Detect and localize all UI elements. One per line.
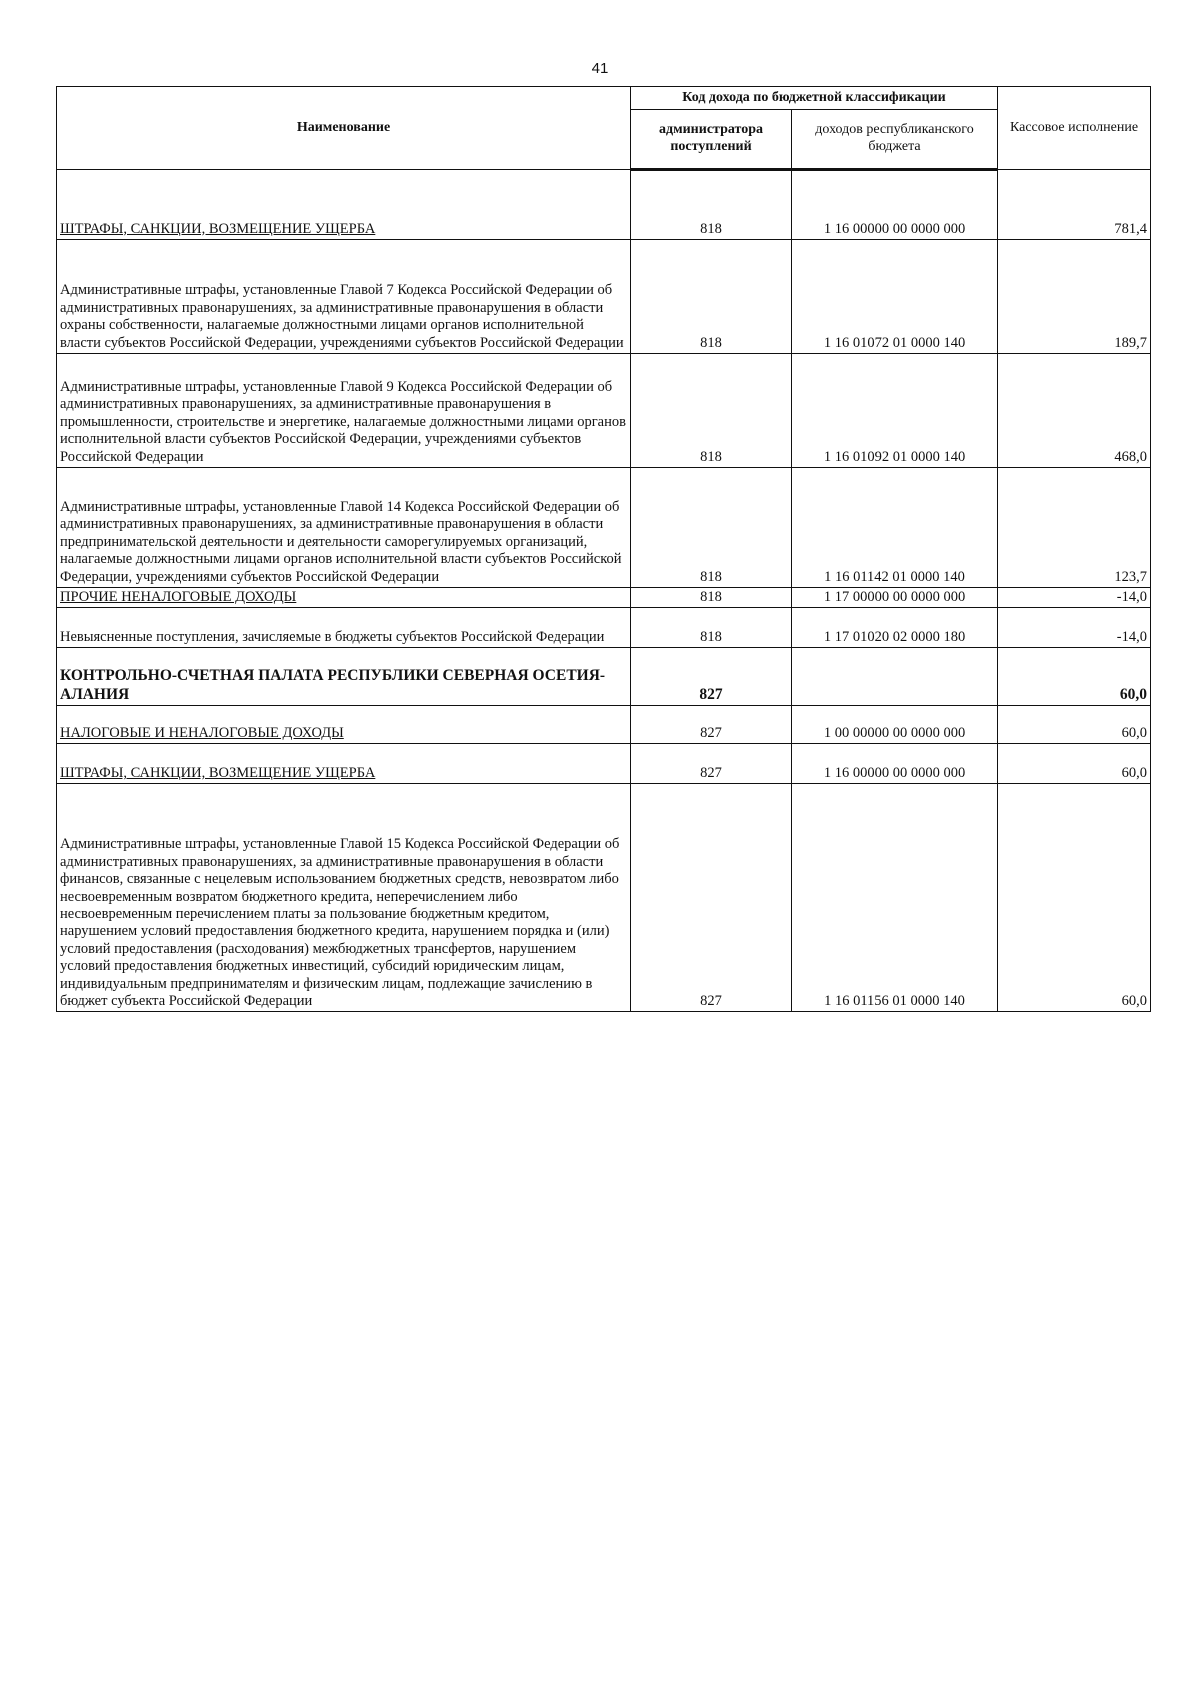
row-amount: 60,0 (998, 784, 1151, 1012)
row-amount: 781,4 (998, 170, 1151, 240)
row-name: НАЛОГОВЫЕ И НЕНАЛОГОВЫЕ ДОХОДЫ (57, 706, 631, 744)
row-amount: 189,7 (998, 240, 1151, 354)
table-row (57, 354, 1151, 468)
table-row (57, 784, 1151, 1012)
row-admin-code: 827 (631, 744, 792, 784)
budget-revenue-table (56, 86, 1151, 1012)
table-row (57, 240, 1151, 354)
row-budget-code: 1 17 00000 00 0000 000 (792, 588, 998, 608)
row-name: Административные штрафы, установленные Главой 14 Кодекса Российской Федерации об административных правонарушениях, за административные правонарушения в области предпринимательской деятельности и деятельности саморегулируемых организаций, налагаемые должностными лицами органов исполнительной власти субъектов Российской Федерации, учреждениями субъектов Российской Федерации (57, 468, 631, 588)
row-admin-code: 827 (631, 648, 792, 706)
row-amount: 123,7 (998, 468, 1151, 588)
table-row (57, 706, 1151, 744)
row-name: ПРОЧИЕ НЕНАЛОГОВЫЕ ДОХОДЫ (57, 588, 631, 608)
row-admin-code: 818 (631, 354, 792, 468)
row-amount: 60,0 (998, 648, 1151, 706)
row-name: ШТРАФЫ, САНКЦИИ, ВОЗМЕЩЕНИЕ УЩЕРБА (57, 170, 631, 240)
row-admin-code: 818 (631, 240, 792, 354)
row-admin-code: 827 (631, 784, 792, 1012)
table-row (57, 608, 1151, 648)
header-code-group: Код дохода по бюджетной классификации (631, 87, 998, 110)
header-cash-execution: Кассовое исполнение (998, 87, 1151, 170)
row-budget-code: 1 17 01020 02 0000 180 (792, 608, 998, 648)
row-budget-code: 1 00 00000 00 0000 000 (792, 706, 998, 744)
row-name: Административные штрафы, установленные Главой 15 Кодекса Российской Федерации об административных правонарушениях, за административные правонарушения в области финансов, связанные с нецелевым использованием бюджетных средств, невозвратом либо несвоевременным возвратом бюджетного кредита, неперечислением либо несвоевременным перечислением платы за пользование бюджетным кредитом, нарушением условий предоставления бюджетного кредита, нарушением порядка и (или) условий предоставления (расходования) межбюджетных трансфертов, нарушением условий предоставления бюджетных инвестиций, субсидий юридическим лицам, индивидуальным предпринимателям и физическим лицам, подлежащие зачислению в бюджет субъекта Российской Федерации (57, 784, 631, 1012)
row-budget-code: 1 16 01156 01 0000 140 (792, 784, 998, 1012)
row-name: ШТРАФЫ, САНКЦИИ, ВОЗМЕЩЕНИЕ УЩЕРБА (57, 744, 631, 784)
row-budget-code: 1 16 00000 00 0000 000 (792, 170, 998, 240)
header-income: доходов республиканского бюджета (792, 110, 998, 170)
row-name: Административные штрафы, установленные Главой 7 Кодекса Российской Федерации об административных правонарушениях, за административные правонарушения в области охраны собственности, налагаемые должностными лицами органов исполнительной власти субъектов Российской Федерации, учреждениями субъектов Российской Федерации (57, 240, 631, 354)
row-admin-code: 818 (631, 468, 792, 588)
row-admin-code: 818 (631, 170, 792, 240)
row-budget-code: 1 16 01072 01 0000 140 (792, 240, 998, 354)
table-row (57, 170, 1151, 240)
row-amount: 468,0 (998, 354, 1151, 468)
row-name: Невыясненные поступления, зачисляемые в бюджеты субъектов Российской Федерации (57, 608, 631, 648)
row-admin-code: 818 (631, 608, 792, 648)
row-name: Административные штрафы, установленные Главой 9 Кодекса Российской Федерации об административных правонарушениях, за административные правонарушения в промышленности, строительстве и энергетике, налагаемые должностными лицами органов исполнительной власти субъектов Российской Федерации, учреждениями субъектов Российской Федерации (57, 354, 631, 468)
row-budget-code: 1 16 01092 01 0000 140 (792, 354, 998, 468)
row-amount: 60,0 (998, 744, 1151, 784)
row-admin-code: 818 (631, 588, 792, 608)
table-row (57, 648, 1151, 706)
row-amount: -14,0 (998, 608, 1151, 648)
header-name: Наименование (57, 87, 631, 170)
header-admin: администратора поступлений (631, 110, 792, 170)
table-row (57, 744, 1151, 784)
row-admin-code: 827 (631, 706, 792, 744)
row-name: КОНТРОЛЬНО-СЧЕТНАЯ ПАЛАТА РЕСПУБЛИКИ СЕВЕРНАЯ ОСЕТИЯ-АЛАНИЯ (57, 648, 631, 706)
row-budget-code (792, 648, 998, 706)
row-amount: 60,0 (998, 706, 1151, 744)
row-amount: -14,0 (998, 588, 1151, 608)
row-budget-code: 1 16 00000 00 0000 000 (792, 744, 998, 784)
row-budget-code: 1 16 01142 01 0000 140 (792, 468, 998, 588)
page-number: 41 (591, 60, 609, 77)
table-row (57, 588, 1151, 608)
table-row (57, 468, 1151, 588)
